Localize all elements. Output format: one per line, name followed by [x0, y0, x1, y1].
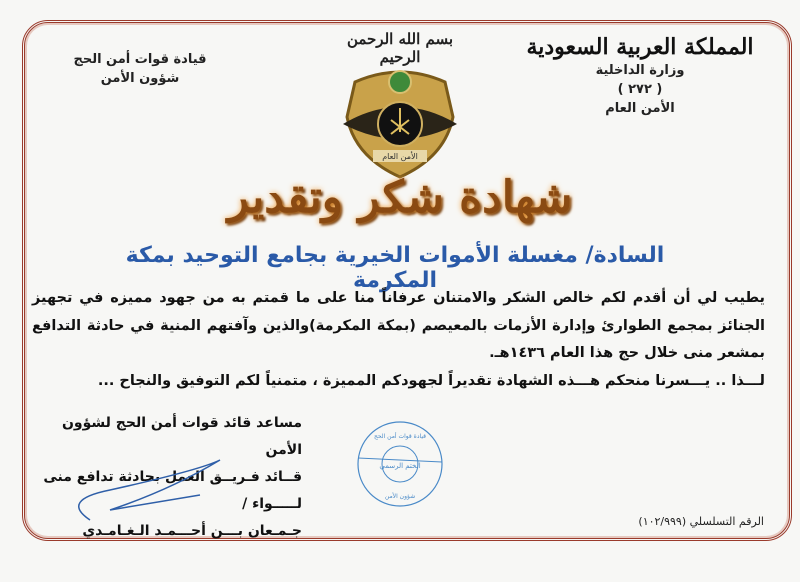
recipient: السادة/ مغسلة الأموات الخيرية بجامع التوحيد بمكة المكرمة — [125, 243, 665, 293]
signature-block — [40, 410, 302, 545]
document-code: ( ٢٧٢ ) — [617, 82, 663, 97]
official-stamp — [355, 418, 445, 510]
affairs-name: شؤون الأمن — [100, 71, 180, 86]
department-name: الأمن العام — [605, 101, 675, 116]
stamp-top-text: قيادة قوات أمن الحج — [373, 433, 427, 440]
signatory-role: قــائد فـريــق العمل بحادثة تدافع منى — [43, 469, 302, 485]
certificate-body — [32, 285, 765, 395]
emblem-label: الأمن العام — [382, 152, 418, 161]
public-security-emblem — [335, 62, 465, 180]
certificate-title: شهادة شكر وتقدير — [227, 172, 573, 223]
handwritten-signature — [50, 450, 250, 530]
signatory-name: جـمـعان بـــن أحـــمـد الـغـامـدي — [82, 523, 302, 539]
bismillah: بسم الله الرحمن الرحيم — [346, 30, 454, 66]
header-left — [60, 50, 220, 88]
ministry-name: وزارة الداخلية — [595, 63, 685, 78]
stamp-center-text: الختم الرسمي — [379, 462, 421, 470]
signatory-title: مساعد قائد قوات أمن الحج لشؤون الأمن — [61, 415, 302, 458]
body-paragraph-1: يطيب لي أن أقدم لكم خالص الشكر والامتنان عرفاناً منا على ما قمتم به من جهود مميزه في تجهيز الجنائز بمجمع الطوارئ وإدارة الأزمات بالمعيصم (بمكة المكرمة)والذين وآفتهم المنية في حادثة التدافع بمشعر منى خلال حج هذا العام ١٤٣٦هـ. — [32, 290, 765, 361]
header-right — [520, 34, 760, 118]
kingdom-name: المملكة العربية السعودية — [526, 34, 754, 60]
stamp-bottom-text: شؤون الأمن — [384, 493, 416, 500]
body-paragraph-2: لـــذا .. يـــسرنا منحكم هـــذه الشهادة تقديراً لجهودكم المميزة ، متمنياً لكم التوفيق والنجاح ... — [97, 372, 765, 389]
serial-number: الرقم التسلسلي (١٠٢/٩٩٩) — [638, 515, 764, 528]
command-name: قيادة قوات أمن الحج — [73, 52, 207, 67]
signatory-rank: لـــــواء / — [242, 496, 302, 512]
